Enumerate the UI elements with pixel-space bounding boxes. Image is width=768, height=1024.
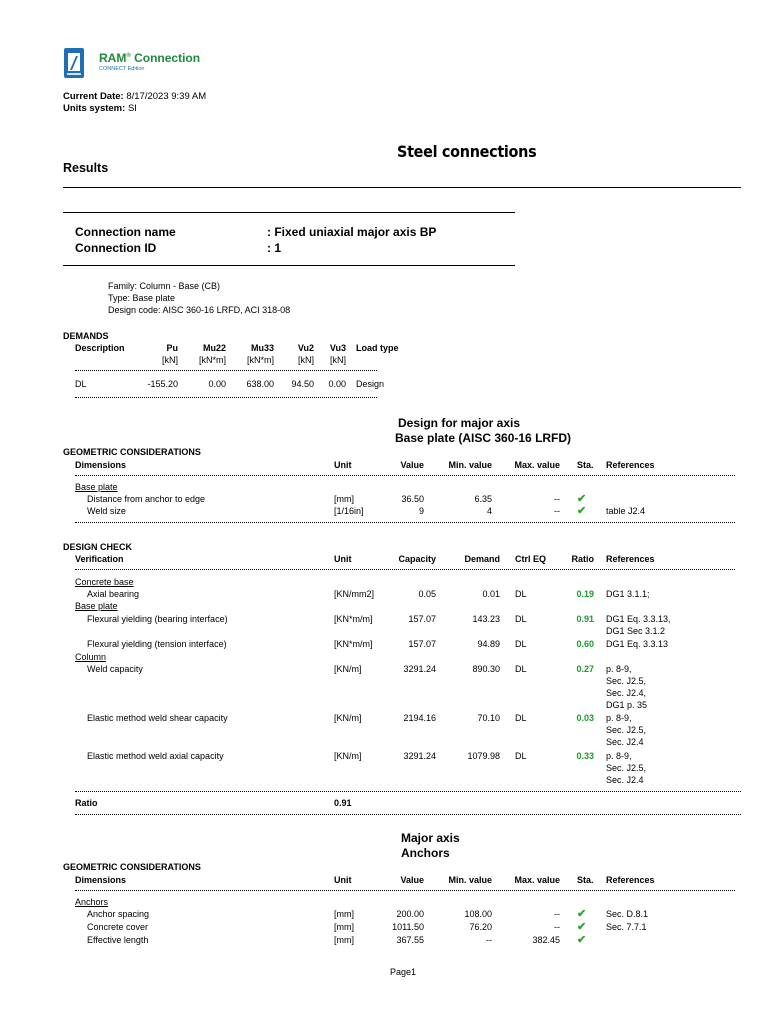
geo2-row-max: -- xyxy=(554,922,560,932)
dc-row-name: Weld capacity xyxy=(87,664,143,674)
check-icon: ✔ xyxy=(577,908,587,920)
geo1-row-unit: [1/16in] xyxy=(334,506,364,516)
geo2-row-value: 367.55 xyxy=(396,935,424,945)
dc-row-ref: DG1 p. 35 xyxy=(606,700,648,710)
geo2-header-value: Value xyxy=(400,875,424,885)
geo2-row-ref: Sec. 7.7.1 xyxy=(606,922,647,932)
demands-row-load-type: Design xyxy=(356,379,385,389)
divider xyxy=(75,522,735,523)
check-icon: ✔ xyxy=(577,921,587,933)
page-title: Steel connections xyxy=(397,142,537,161)
dc-row-unit: [KN/m] xyxy=(334,751,362,761)
check-icon: ✔ xyxy=(577,493,587,505)
dc-row-unit: [KN*m/m] xyxy=(334,639,373,649)
demands-row-pu: -155.20 xyxy=(147,379,178,389)
dc-row-demand: 94.89 xyxy=(477,639,500,649)
geo1-group: Base plate xyxy=(75,482,118,492)
divider xyxy=(75,397,377,398)
check-icon: ✔ xyxy=(577,934,587,946)
geo2-row-min: 108.00 xyxy=(464,909,492,919)
geo1-row-name: Weld size xyxy=(87,506,126,516)
demands-row-mu22: 0.00 xyxy=(208,379,226,389)
dc-row-ctrl-eq: DL xyxy=(515,751,527,761)
dc-row-name: Elastic method weld shear capacity xyxy=(87,713,228,723)
dc-row-ctrl-eq: DL xyxy=(515,713,527,723)
dc-row-ctrl-eq: DL xyxy=(515,639,527,649)
demands-header-load-type: Load type xyxy=(356,343,399,353)
geo1-row-unit: [mm] xyxy=(334,494,354,504)
dc-row-ctrl-eq: DL xyxy=(515,664,527,674)
geo2-row-name: Effective length xyxy=(87,935,149,945)
section1-subtitle: Base plate (AISC 360-16 LRFD) xyxy=(395,431,572,445)
divider xyxy=(63,265,515,266)
geo1-header-unit: Unit xyxy=(334,460,352,470)
dc-row-name: Elastic method weld axial capacity xyxy=(87,751,224,761)
dc-row-capacity: 0.05 xyxy=(418,589,436,599)
demands-unit-vu3: [kN] xyxy=(329,355,346,365)
connection-name: : Fixed uniaxial major axis BP xyxy=(267,225,437,239)
dc-row-ctrl-eq: DL xyxy=(515,614,527,624)
divider xyxy=(75,791,741,792)
ratio-label: Ratio xyxy=(75,798,98,808)
dc-row-unit: [KN/m] xyxy=(334,713,362,723)
demands-header-mu33: Mu33 xyxy=(250,343,274,353)
dc-row-ref: DG1 Sec 3.1.2 xyxy=(606,626,666,636)
dc-header-verification: Verification xyxy=(75,554,124,564)
dc-header-unit: Unit xyxy=(334,554,352,564)
dc-header-ctrl-eq: Ctrl EQ xyxy=(515,554,547,564)
dc-row-ref: DG1 Eq. 3.3.13 xyxy=(606,639,669,649)
dc-row-ref: DG1 3.1.1; xyxy=(606,589,650,599)
divider xyxy=(75,370,377,371)
geo2-header-references: References xyxy=(606,875,655,885)
results-label: Results xyxy=(63,161,109,175)
dc-group-concrete: Concrete base xyxy=(75,577,134,587)
family: Family: Column - Base (CB) xyxy=(108,281,221,291)
logo-edition: CONNECT Edition xyxy=(99,66,145,72)
design-check-title: DESIGN CHECK xyxy=(63,542,133,552)
section2-subtitle: Anchors xyxy=(401,846,450,860)
section2-title: Major axis xyxy=(401,831,460,845)
dc-row-capacity: 2194.16 xyxy=(403,713,436,723)
dc-row-demand: 0.01 xyxy=(482,589,500,599)
geo1-title: GEOMETRIC CONSIDERATIONS xyxy=(63,447,201,457)
demands-unit-vu2: [kN] xyxy=(297,355,314,365)
geo2-header-min: Min. value xyxy=(448,875,492,885)
ratio-value: 0.91 xyxy=(334,798,352,808)
demands-header-mu22: Mu22 xyxy=(202,343,226,353)
geo2-header-unit: Unit xyxy=(334,875,352,885)
geo2-row-ref: Sec. D.8.1 xyxy=(606,909,649,919)
geo1-header-references: References xyxy=(606,460,655,470)
geo2-header-max: Max. value xyxy=(514,875,560,885)
design-code: Design code: AISC 360-16 LRFD, ACI 318-08 xyxy=(108,305,291,315)
geo1-row-min: 4 xyxy=(486,506,492,516)
geo1-header-max: Max. value xyxy=(514,460,560,470)
dc-row-ref: Sec. J2.4, xyxy=(606,688,647,698)
check-icon: ✔ xyxy=(577,505,587,517)
dc-header-ratio: Ratio xyxy=(571,554,594,564)
demands-title: DEMANDS xyxy=(63,331,109,341)
dc-row-ratio: 0.27 xyxy=(576,664,594,674)
geo2-group: Anchors xyxy=(75,897,109,907)
section1-title: Design for major axis xyxy=(398,416,521,430)
dc-row-name: Flexural yielding (tension interface) xyxy=(87,639,227,649)
geo1-header-dimensions: Dimensions xyxy=(75,460,127,470)
dc-row-ratio: 0.60 xyxy=(576,639,594,649)
dc-row-ref: Sec. J2.5, xyxy=(606,725,647,735)
dc-row-ref: Sec. J2.4 xyxy=(606,775,644,785)
dc-row-unit: [KN*m/m] xyxy=(334,614,373,624)
geo2-row-min: 76.20 xyxy=(469,922,492,932)
dc-row-ref: Sec. J2.5, xyxy=(606,763,647,773)
geo1-row-value: 36.50 xyxy=(401,494,424,504)
connection-name-label: Connection name xyxy=(75,225,176,239)
divider xyxy=(75,890,735,891)
dc-row-name: Flexural yielding (bearing interface) xyxy=(87,614,228,624)
current-date: 8/17/2023 9:39 AM xyxy=(126,91,207,102)
dc-group-column: Column xyxy=(75,652,107,662)
dc-row-unit: [KN/m] xyxy=(334,664,362,674)
geo1-row-name: Distance from anchor to edge xyxy=(87,494,206,504)
geo1-header-sta: Sta. xyxy=(577,460,594,470)
dc-row-ratio: 0.33 xyxy=(576,751,594,761)
dc-row-unit: [KN/mm2] xyxy=(334,589,375,599)
geo1-row-value: 9 xyxy=(418,506,424,516)
divider xyxy=(63,187,741,188)
dc-row-demand: 890.30 xyxy=(472,664,500,674)
geo2-header-dimensions: Dimensions xyxy=(75,875,127,885)
dc-row-ratio: 0.19 xyxy=(576,589,594,599)
dc-row-ref: Sec. J2.4 xyxy=(606,737,644,747)
dc-row-ratio: 0.03 xyxy=(576,713,594,723)
dc-row-demand: 70.10 xyxy=(477,713,500,723)
dc-header-capacity: Capacity xyxy=(398,554,436,564)
geo2-row-unit: [mm] xyxy=(334,922,354,932)
geo1-header-value: Value xyxy=(400,460,424,470)
dc-row-capacity: 157.07 xyxy=(408,614,436,624)
divider xyxy=(75,814,741,815)
connection-id: : 1 xyxy=(267,241,282,255)
demands-row-vu3: 0.00 xyxy=(328,379,346,389)
demands-unit-mu33: [kN*m] xyxy=(247,355,274,365)
geo2-row-unit: [mm] xyxy=(334,909,354,919)
dc-group-plate: Base plate xyxy=(75,601,118,611)
dc-header-references: References xyxy=(606,554,655,564)
demands-unit-pu: [kN] xyxy=(161,355,178,365)
dc-row-ref: p. 8-9, xyxy=(606,713,632,723)
dc-row-capacity: 3291.24 xyxy=(403,664,436,674)
geo2-header-sta: Sta. xyxy=(577,875,594,885)
geo2-title: GEOMETRIC CONSIDERATIONS xyxy=(63,862,201,872)
dc-row-capacity: 157.07 xyxy=(408,639,436,649)
logo-brand-suffix: Connection xyxy=(134,51,201,65)
geo2-row-unit: [mm] xyxy=(334,935,354,945)
demands-header-description: Description xyxy=(75,343,125,353)
connection-id-label: Connection ID xyxy=(75,241,157,255)
geo2-row-min: -- xyxy=(486,935,492,945)
dc-header-demand: Demand xyxy=(464,554,500,564)
dc-row-ctrl-eq: DL xyxy=(515,589,527,599)
page-number: Page1 xyxy=(390,967,417,977)
geo1-row-max: -- xyxy=(554,494,560,504)
dc-row-ref: p. 8-9, xyxy=(606,751,632,761)
divider xyxy=(75,475,735,476)
units-value: SI xyxy=(127,103,137,114)
dc-row-demand: 1079.98 xyxy=(467,751,500,761)
logo-brand: RAM xyxy=(99,51,127,65)
demands-row-desc: DL xyxy=(75,379,87,389)
demands-header-vu2: Vu2 xyxy=(297,343,314,353)
demands-header-vu3: Vu3 xyxy=(329,343,346,353)
type: Type: Base plate xyxy=(108,293,176,303)
geo2-row-value: 200.00 xyxy=(396,909,424,919)
ram-logo-icon xyxy=(64,48,84,78)
dc-row-ratio: 0.91 xyxy=(576,614,594,624)
demands-header-pu: Pu xyxy=(166,343,178,353)
geo2-row-name: Concrete cover xyxy=(87,922,149,932)
demands-unit-mu22: [kN*m] xyxy=(199,355,226,365)
dc-row-ref: p. 8-9, xyxy=(606,664,632,674)
geo2-row-max: -- xyxy=(554,909,560,919)
dc-row-demand: 143.23 xyxy=(472,614,500,624)
dc-row-name: Axial bearing xyxy=(87,589,140,599)
geo2-row-max: 382.45 xyxy=(532,935,560,945)
geo2-row-name: Anchor spacing xyxy=(87,909,150,919)
geo1-row-max: -- xyxy=(554,506,560,516)
dc-row-ref: Sec. J2.5, xyxy=(606,676,647,686)
dc-row-ref: DG1 Eq. 3.3.13, xyxy=(606,614,671,624)
geo1-row-ref: table J2.4 xyxy=(606,506,646,516)
units-label: Units system: xyxy=(63,103,126,114)
divider xyxy=(75,569,735,570)
demands-row-vu2: 94.50 xyxy=(291,379,314,389)
dc-row-capacity: 3291.24 xyxy=(403,751,436,761)
geo1-row-min: 6.35 xyxy=(474,494,492,504)
logo: RAM® Connection CONNECT Edition xyxy=(64,48,204,80)
divider xyxy=(63,212,515,213)
geo1-header-min: Min. value xyxy=(448,460,492,470)
current-date-label: Current Date: xyxy=(63,91,124,102)
geo2-row-value: 1011.50 xyxy=(392,922,424,932)
demands-row-mu33: 638.00 xyxy=(246,379,274,389)
